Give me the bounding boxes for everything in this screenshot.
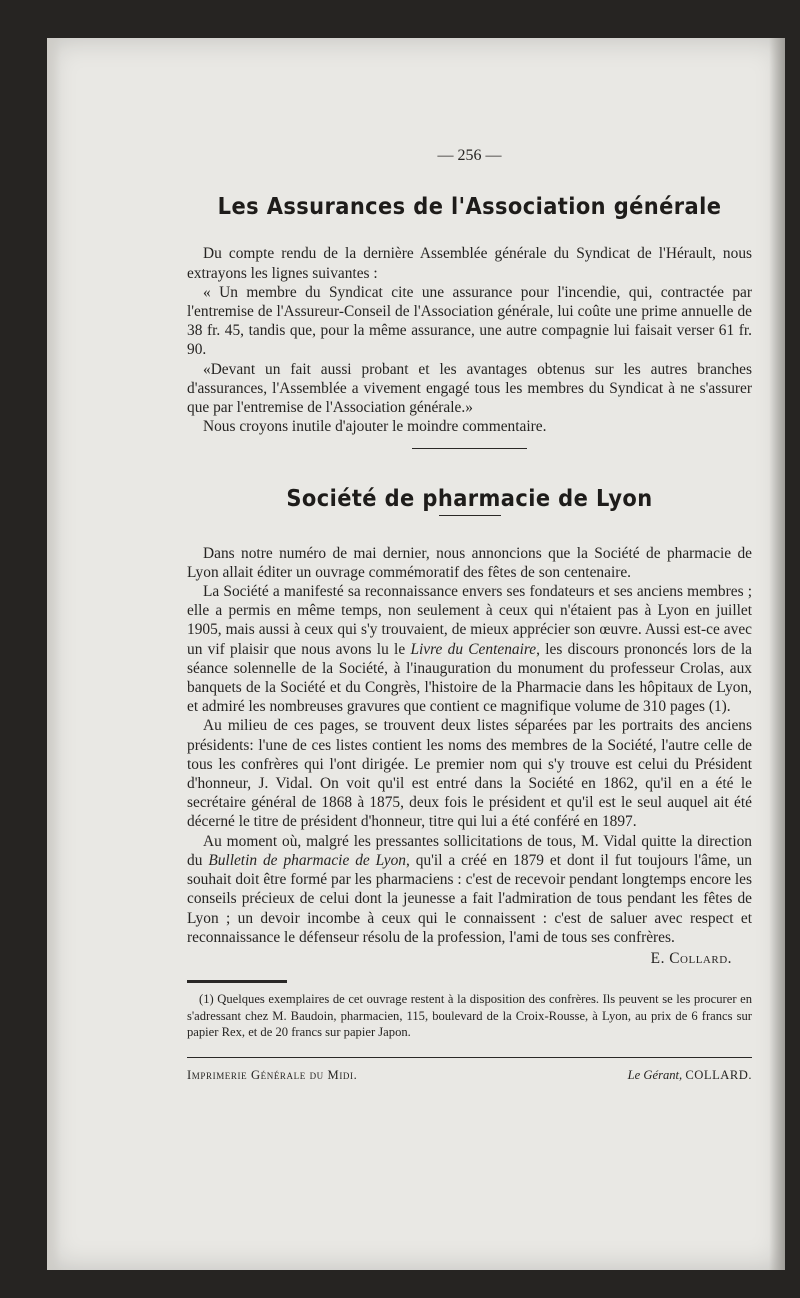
page-number: — 256 — <box>437 147 502 164</box>
paragraph: Nous croyons inutile d'ajouter le moindre commentaire. <box>203 418 547 436</box>
section-assurances <box>187 192 752 436</box>
signature: E. Collard. <box>650 949 732 967</box>
book-page <box>47 38 785 1270</box>
footnote: (1) Quelques exemplaires de cet ouvrage restent à la disposition des confrères. Ils peuvent se les procurer en s'adressant chez M. Baudoin, pharmacien, 115, boulevard de la Croix-Rousse, à Lyon, au prix de 6 francs sur papier Rex, et de 20 francs sur papier Japon. <box>187 992 752 1040</box>
section-title-assurances: Les Assurances de l'Association générale <box>217 192 722 220</box>
section-divider <box>412 448 527 449</box>
manager-credit: Le Gérant, COLLARD. <box>627 1067 752 1082</box>
title-underline <box>439 515 501 516</box>
printer-name: Imprimerie Générale du Midi. <box>187 1067 358 1082</box>
journal-title: Bulletin de pharmacie de Lyon <box>208 851 406 869</box>
paragraph: La Société a manifesté sa reconnaissance envers ses fondateurs et ses anciens membres ; elle a permis en même temps, non seulement à ceux qui n'étaient pas à Lyon en juillet 1905, mais aussi à ceux qui s'y trouvaient, de mieux apprécier son œuvre. Aussi est-ce avec un vif plaisir que nous avons lu le Livre du Centenaire, les discours prononcés lors de la séance solennelle de la Société, à l'inauguration du monument du professeur Crolas, aux banquets de la Société et du Congrès, l'histoire de la Pharmacie dans les hôpitaux de Lyon, et admiré les nombreuses gravures que contient ce magnifique volume de 310 pages (1). <box>187 583 752 716</box>
paragraph: « Un membre du Syndicat cite une assurance pour l'incendie, qui, contractée par l'entremise de l'Assureur-Conseil de l'Association générale, lui coûte une prime annuelle de 38 fr. 45, tandis que, pour la même assurance, une autre compagnie lui faisait verser 61 fr. 90. <box>187 283 752 359</box>
paragraph: Au moment où, malgré les pressantes sollicitations de tous, M. Vidal quitte la direction du Bulletin de pharmacie de Lyon, qu'il a créé en 1879 et dont il fut toujours l'âme, un souhait doit être formé par les pharmaciens : c'est de recevoir pendant longtemps encore les conseils précieux de celui dont la jeunesse a fait l'admiration de tous pendant les fêtes de Lyon ; un devoir incombe à ceux qui le connaissent : c'est de saluer avec respect et reconnaissance le défenseur résolu de la profession, l'ami de tous ses confrères. <box>187 832 752 946</box>
section-title-pharmacie: Société de pharmacie de Lyon <box>286 484 653 512</box>
section-pharmacie <box>187 484 752 968</box>
manager-name: COLLARD. <box>685 1067 752 1082</box>
paragraph: Au milieu de ces pages, se trouvent deux listes séparées par les portraits des anciens présidents: l'une de ces listes contient les noms des membres de la Société, l'autre celle de tous les confrères qui l'ont dirigée. Le premier nom qui s'y trouve est celui du Président d'honneur, J. Vidal. On voit qu'il est entré dans la Société en 1862, qu'il en a été le secrétaire général de 1868 à 1875, deux fois le président et qu'il est le seul auquel ait été décerné le titre de président d'honneur, titre qui lui a été conféré en 1897. <box>187 717 752 831</box>
paragraph: Du compte rendu de la dernière Assemblée générale du Syndicat de l'Hérault, nous extrayons les lignes suivantes : <box>187 245 752 282</box>
paragraph: «Devant un fait aussi probant et les avantages obtenus sur les autres branches d'assurances, l'Assemblée a vivement engagé tous les membres du Syndicat à ne s'assurer que par l'entremise de l'Association générale.» <box>187 360 752 417</box>
paragraph: Dans notre numéro de mai dernier, nous annoncions que la Société de pharmacie de Lyon allait éditer un ouvrage commémoratif des fêtes de son centenaire. <box>187 544 752 581</box>
colophon <box>187 1066 752 1085</box>
page-content <box>187 146 752 1085</box>
footnote-divider <box>187 980 287 983</box>
colophon-divider <box>187 1057 752 1058</box>
book-title: Livre du Centenaire <box>410 640 537 658</box>
